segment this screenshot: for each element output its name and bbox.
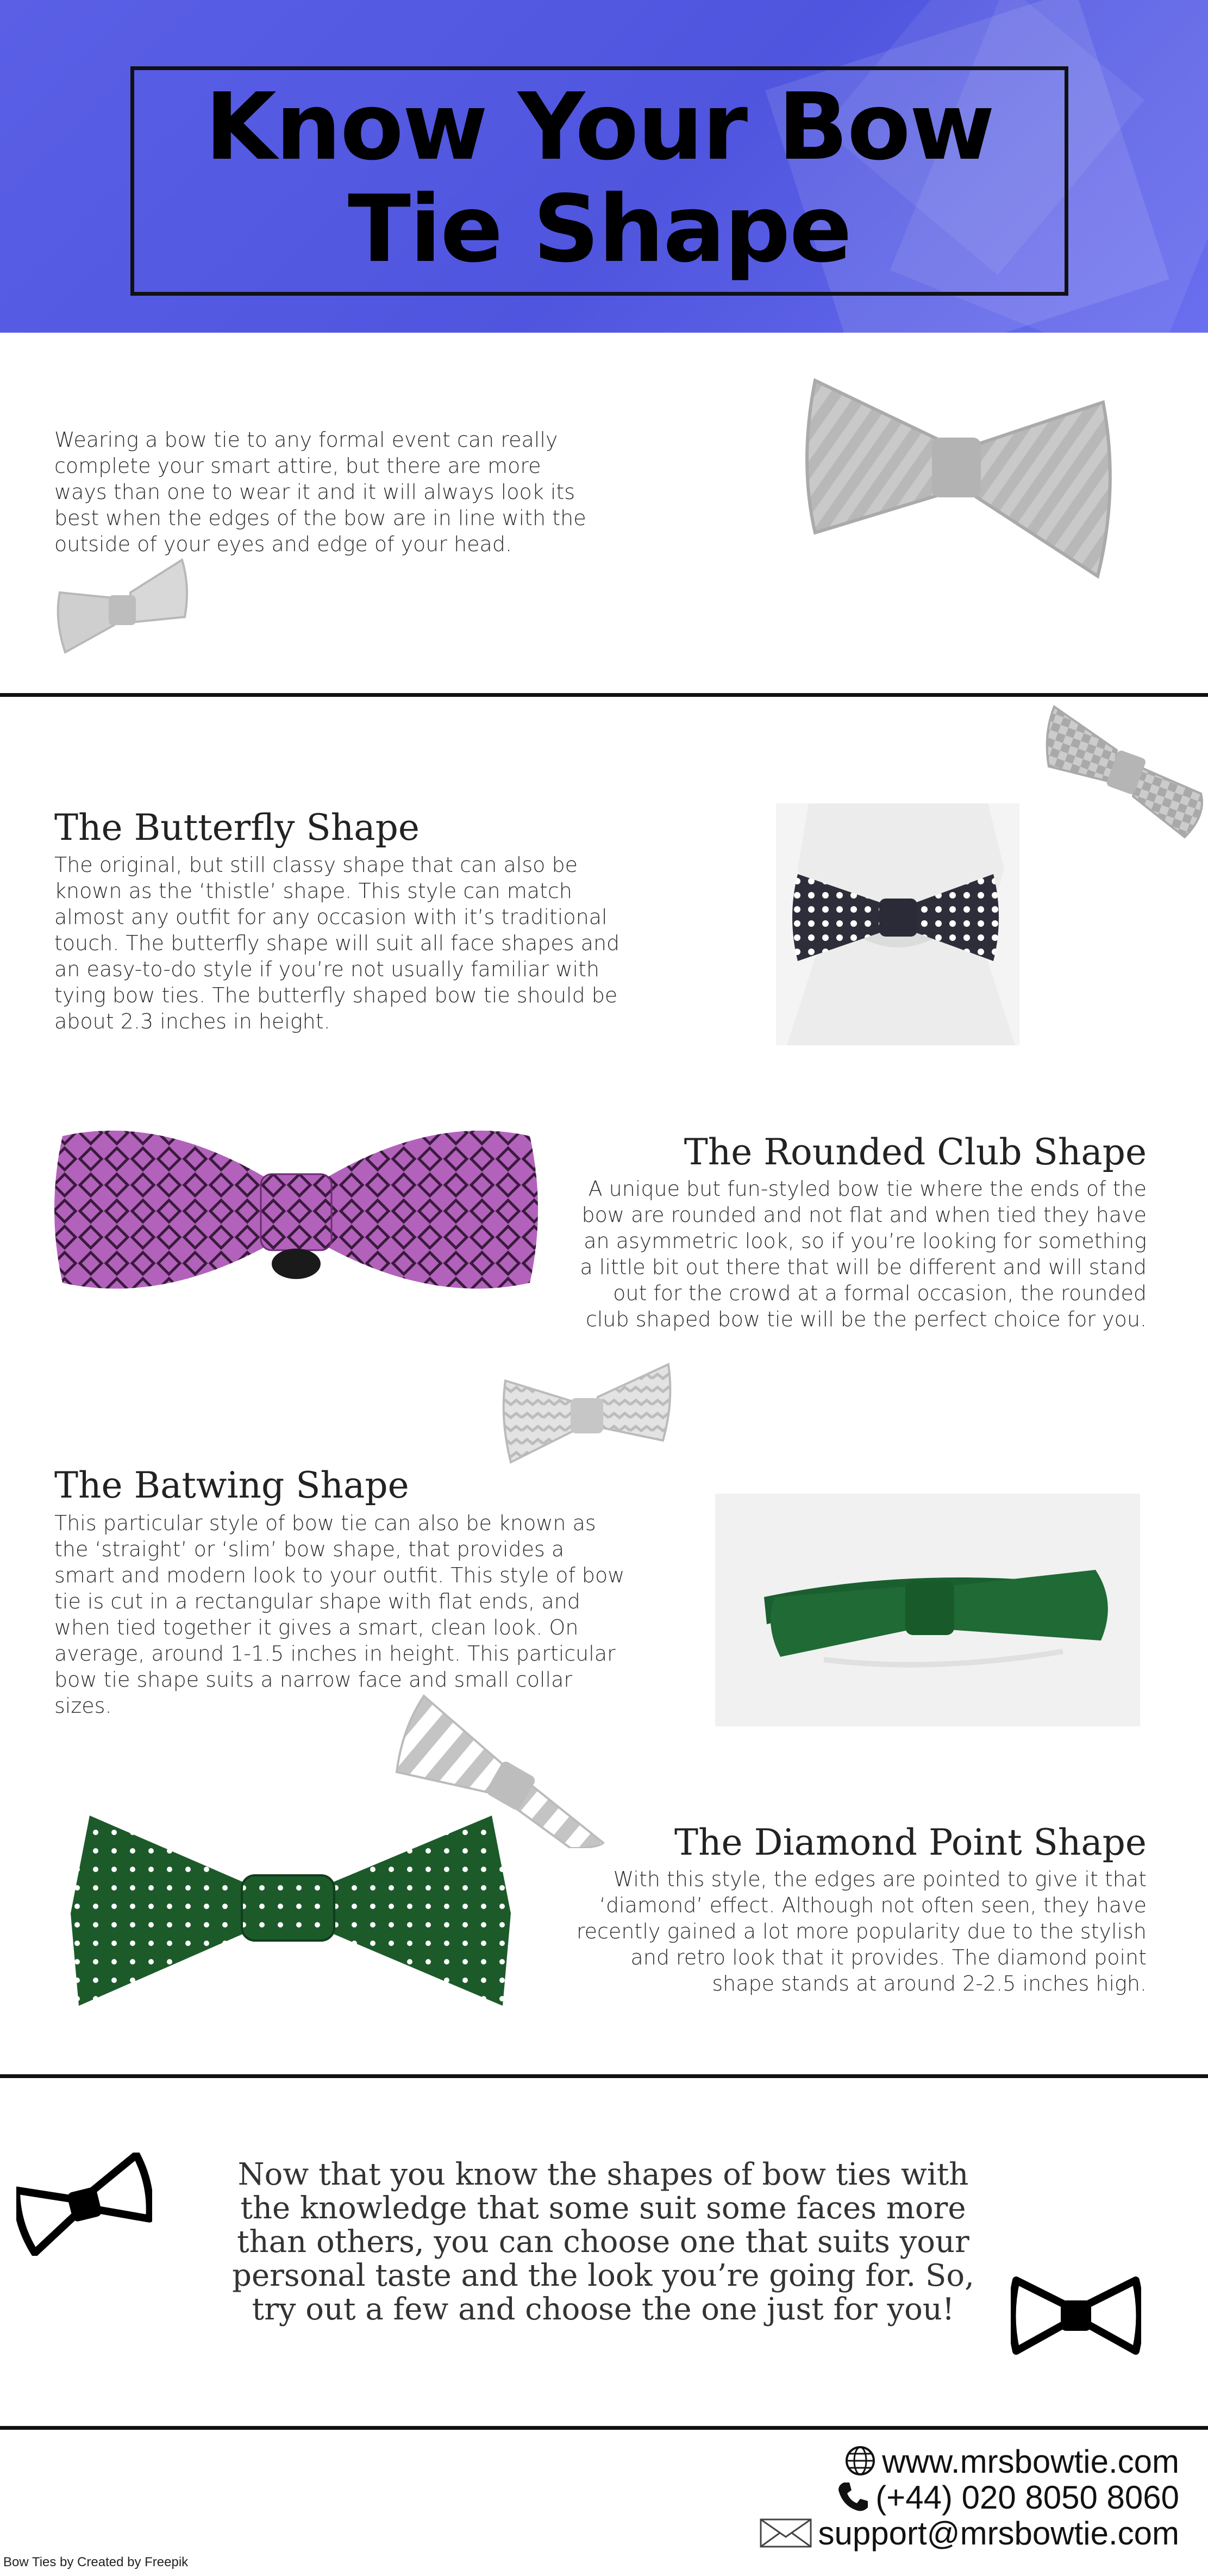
section-divider: [0, 2426, 1208, 2430]
rounded-club-text: A unique but fun-styled bow tie where the ends of the bow are rounded and not flat and when tied they have an asymmetric look, so if you’re looking for something a little bit out there that will be different and will stand out for the crowd at a formal occasion, the rounded club shaped bow tie will be the perfect choice for you.: [580, 1177, 1147, 1331]
section-divider: [0, 693, 1208, 697]
bow-tie-icon: [16, 2153, 152, 2256]
butterfly-photo: [776, 803, 1019, 1045]
section-divider: [0, 2074, 1208, 2078]
bow-tie-icon: [1011, 2272, 1141, 2359]
diamond-point-heading: The Diamond Point Shape: [674, 1822, 1147, 1863]
envelope-icon: [759, 2516, 813, 2549]
batwing-heading: The Batwing Shape: [54, 1464, 409, 1506]
rounded-club-photo: [52, 1120, 541, 1305]
phone-number[interactable]: (+44) 020 8050 8060: [875, 2479, 1179, 2516]
small-grey-bow-tie: [54, 554, 190, 658]
rounded-club-heading: The Rounded Club Shape: [684, 1131, 1147, 1173]
phone-icon: [836, 2480, 870, 2513]
butterfly-text: The original, but still classy shape that can also be known as the ‘thistle’ shape. This style can match almost any outfit for any occasion with it’s traditional touch. The butterfly shape will suit all face shapes and an easy-to-do style if you’re not usually familiar with tying bow ties. The butterfly shaped bow tie should be about 2.3 inches in height.: [54, 853, 620, 1033]
closing-text: Now that you know the shapes of bow ties with the knowledge that some suit some faces more than others, you can choose one that suits your personal taste and the look you’re going for. So, try out a few and choose the one just for you!: [232, 2157, 974, 2327]
phone-line[interactable]: [625, 2480, 1179, 2516]
zigzag-bow-tie-illustration: [500, 1359, 674, 1468]
batwing-photo: [715, 1494, 1140, 1726]
intro-text: Wearing a bow tie to any formal event can really complete your smart attire, but there are more ways than one to wear it and it will always look its best when the edges of the bow are in line with the outside of your eyes and edge of your head.: [54, 428, 586, 556]
diamond-point-text: With this style, the edges are pointed to give it that ‘diamond’ effect. Although not often seen, they have recently gained a lot more popularity due to the stylish and retro look that it provides. The diamond point shape stands at around 2-2.5 inches high.: [576, 1867, 1147, 1995]
email-line[interactable]: [625, 2516, 1179, 2552]
checkered-bow-tie-illustration: [1043, 701, 1206, 843]
page-title-line1: Know Your Bow: [205, 73, 994, 181]
website-line[interactable]: [625, 2444, 1179, 2480]
website-link[interactable]: www.mrsbowtie.com: [882, 2443, 1179, 2480]
header-banner: [0, 0, 1208, 333]
butterfly-heading: The Butterfly Shape: [54, 807, 420, 849]
diamond-point-photo: [68, 1805, 514, 2011]
grey-bow-tie-illustration: [793, 370, 1119, 587]
image-credit: Bow Ties by Created by Freepik: [3, 2555, 189, 2569]
page-title: [130, 73, 1068, 283]
globe-icon: [844, 2444, 877, 2477]
page-title-line2: Tie Shape: [348, 176, 851, 283]
batwing-text: This particular style of bow tie can also be known as the ‘straight’ or ‘slim’ bow shape, that provides a smart and modern look to your outfit. This style of bow tie is cut in a rectangular shape with flat ends, and when tied together it gives a smart, clean look. On average, around 1-1.5 inches in height. This particular bow tie shape suits a narrow face and small collar sizes.: [54, 1511, 625, 1718]
email-link[interactable]: support@mrsbowtie.com: [818, 2515, 1179, 2552]
